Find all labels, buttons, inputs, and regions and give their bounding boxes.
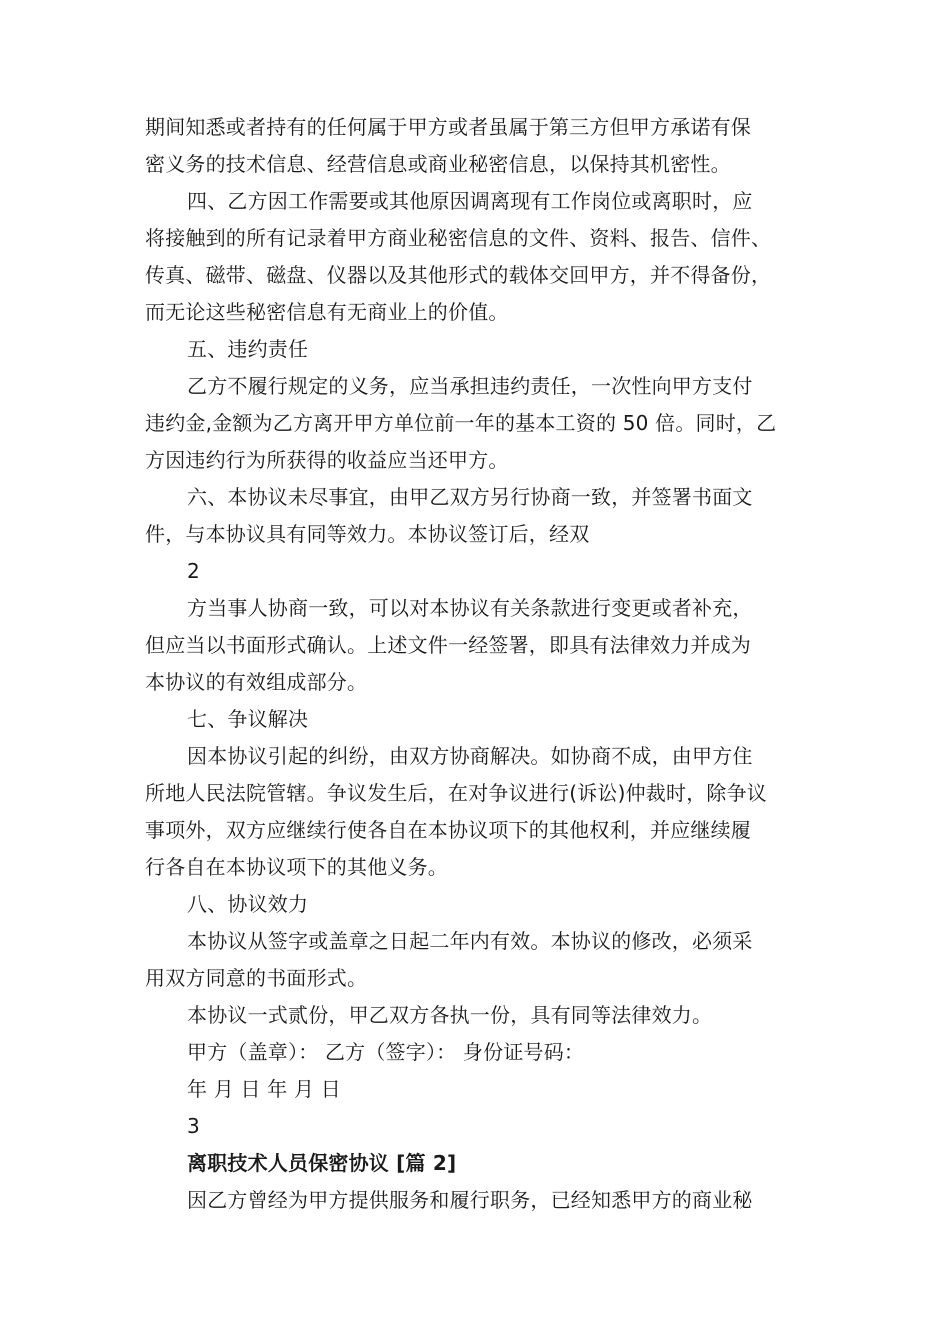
- paragraph-start: 六、本协议未尽事宜，由甲乙双方另行协商一致，并签署书面文: [187, 485, 753, 509]
- text-line: 期间知悉或者持有的任何属于甲方或者虽属于第三方但甲方承诺有保: [145, 115, 751, 139]
- section-heading: 五、违约责任: [187, 337, 309, 361]
- paragraph-start: 因乙方曾经为甲方提供服务和履行职务，已经知悉甲方的商业秘: [187, 1188, 753, 1212]
- text-line: 但应当以书面形式确认。上述文件一经签署，即具有法律效力并成为: [145, 633, 751, 657]
- paragraph-start: 乙方不履行规定的义务，应当承担违约责任，一次性向甲方支付: [187, 374, 753, 398]
- paragraph-start: 因本协议引起的纠纷，由双方协商解决。如协商不成，由甲方住: [187, 744, 753, 768]
- paragraph-start: 方当事人协商一致，可以对本协议有关条款进行变更或者补充，: [187, 596, 753, 620]
- text-line: 本协议的有效组成部分。: [145, 670, 368, 694]
- text-line: 事项外，双方应继续行使各自在本协议项下的其他权利，并应继续履: [145, 818, 751, 842]
- text-line: 将接触到的所有记录着甲方商业秘密信息的文件、资料、报告、信件、: [145, 226, 772, 250]
- section-heading: 八、协议效力: [187, 892, 309, 916]
- text-line: 所地人民法院管辖。争议发生后，在对争议进行(诉讼)仲裁时，除争议: [145, 781, 768, 805]
- date-line: 年 月 日 年 月 日: [187, 1077, 341, 1101]
- paragraph-start: 四、乙方因工作需要或其他原因调离现有工作岗位或离职时，应: [187, 189, 753, 213]
- section-heading: 七、争议解决: [187, 707, 309, 731]
- article-title: 离职技术人员保密协议 [篇 2]: [187, 1151, 457, 1175]
- text-line: 传真、磁带、磁盘、仪器以及其他形式的载体交回甲方，并不得备份，: [145, 263, 772, 287]
- text-line: 件，与本协议具有同等效力。本协议签订后，经双: [145, 522, 590, 546]
- signature-line: 甲方（盖章）： 乙方（签字）： 身份证号码：: [187, 1040, 585, 1064]
- text-line: 密义务的技术信息、经营信息或商业秘密信息，以保持其机密性。: [145, 152, 731, 176]
- text-line: 违约金,金额为乙方离开甲方单位前一年的基本工资的 50 倍。同时，乙: [145, 411, 777, 435]
- page-number: 2: [187, 559, 200, 583]
- paragraph-start: 本协议一式贰份，甲乙双方各执一份，具有同等法律效力。: [187, 1003, 713, 1027]
- paragraph-start: 本协议从签字或盖章之日起二年内有效。本协议的修改，必须采: [187, 929, 753, 953]
- page-number: 3: [187, 1114, 200, 1138]
- text-line: 行各自在本协议项下的其他义务。: [145, 855, 448, 879]
- text-line: 而无论这些秘密信息有无商业上的价值。: [145, 300, 509, 324]
- text-line: 方因违约行为所获得的收益应当还甲方。: [145, 448, 509, 472]
- text-line: 用双方同意的书面形式。: [145, 966, 368, 990]
